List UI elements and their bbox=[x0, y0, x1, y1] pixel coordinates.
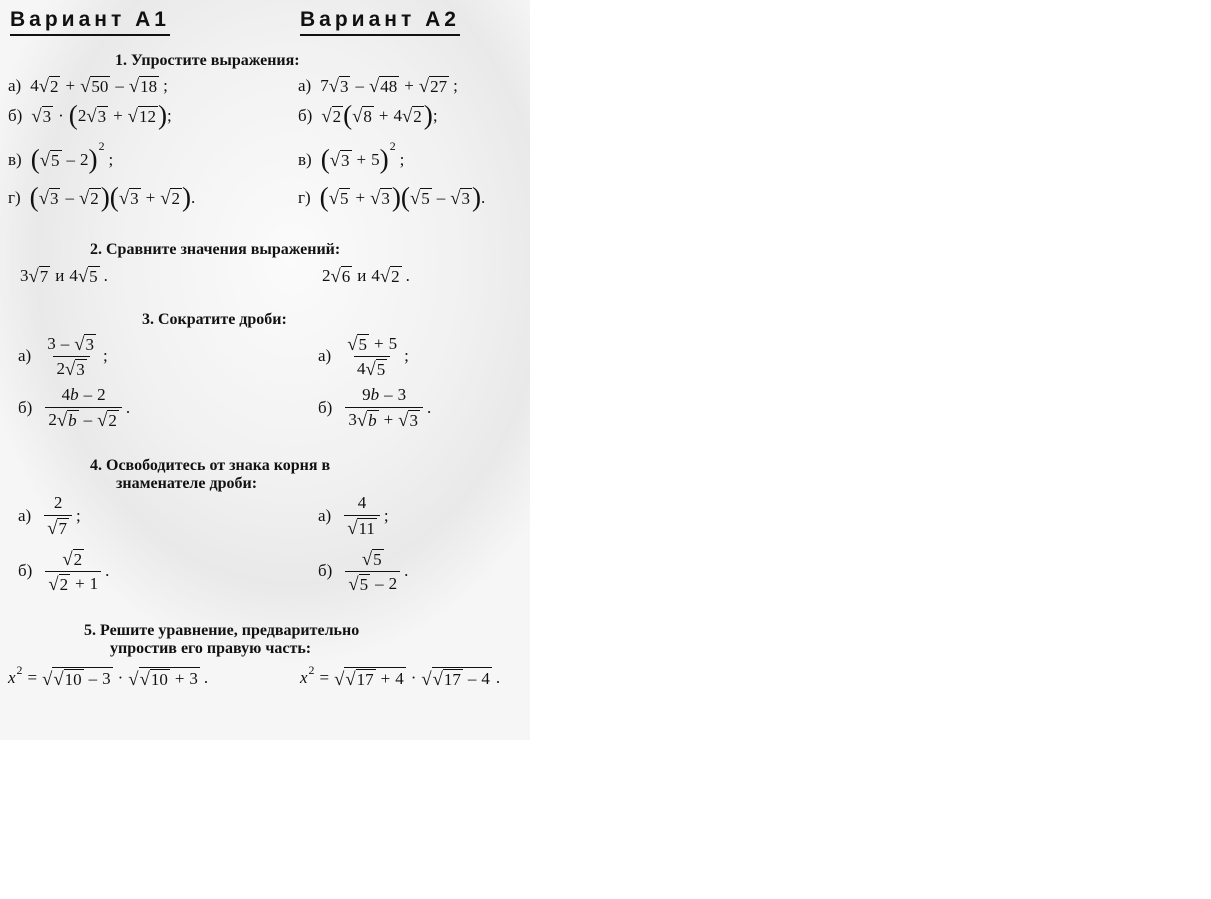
task5-heading-line2: упростив его правую часть: bbox=[110, 640, 312, 657]
variant-a1-title: Вариант А1 bbox=[10, 8, 170, 36]
worksheet bbox=[0, 0, 530, 740]
task1-a2-v: в) ( √ 3 + 5 ) 2 ; bbox=[298, 139, 405, 175]
task3-a1-b: б) 4b – 2 2 √ b – √ 2 . bbox=[18, 385, 131, 431]
task4-heading-line1: 4. Освободитесь от знака корня в bbox=[90, 457, 331, 474]
task2-heading: 2. Сравните значения выражений: bbox=[90, 241, 341, 258]
task4-a2-b: б) √ 5 √ 5 – 2 . bbox=[318, 549, 409, 595]
task1-a2-a: а) 7 √ 3 – √ 48 + √ 27 ; bbox=[298, 76, 458, 98]
task3-a1-a: а) 3 – √ 3 2 √ 3 ; bbox=[18, 334, 108, 380]
task1-a1-a: а) 4 √ 2 + √ 50 – √ 18 ; bbox=[8, 76, 168, 98]
task5-a1: x 2 = √ √ 10 – 3 · √ √ 10 + 3 . bbox=[8, 663, 209, 691]
task5-heading-line1: 5. Решите уравнение, предварительно bbox=[84, 622, 360, 639]
task4-a2-a: а) 4 √ 11 ; bbox=[318, 493, 389, 539]
task1-heading: 1. Упростите выражения: bbox=[115, 52, 300, 69]
task4-heading-line2: знаменателе дроби: bbox=[116, 475, 258, 492]
variant-a2-title: Вариант А2 bbox=[300, 8, 460, 36]
task3-heading: 3. Сократите дроби: bbox=[142, 311, 287, 328]
task2-a2: 2 √ 6 и 4 √ 2 . bbox=[322, 266, 410, 288]
task1-a1-b: б) √ 3 · ( 2 √ 3 + √ 12 ) ; bbox=[8, 100, 172, 131]
task5-a2: x 2 = √ √ 17 + 4 · √ √ 17 – 4 . bbox=[300, 663, 501, 691]
task4-a1-a: а) 2 √ 7 ; bbox=[18, 493, 81, 539]
task1-a2-g: г) ( √ 5 + √ 3 )( √ 5 – √ 3 ) . bbox=[298, 182, 486, 213]
task3-a2-a: а) √ 5 + 5 4 √ 5 ; bbox=[318, 334, 409, 380]
task4-a1-b: б) √ 2 √ 2 + 1 . bbox=[18, 549, 110, 595]
task3-a2-b: б) 9b – 3 3 √ b + √ 3 . bbox=[318, 385, 432, 431]
task1-a2-b: б) √ 2 ( √ 8 + 4 √ 2 ) ; bbox=[298, 100, 438, 131]
task2-a1: 3 √ 7 и 4 √ 5 . bbox=[20, 266, 108, 288]
task1-a1-v: в) ( √ 5 – 2 ) 2 ; bbox=[8, 139, 114, 175]
task1-a1-g: г) ( √ 3 – √ 2 )( √ 3 + √ 2 ) . bbox=[8, 182, 196, 213]
